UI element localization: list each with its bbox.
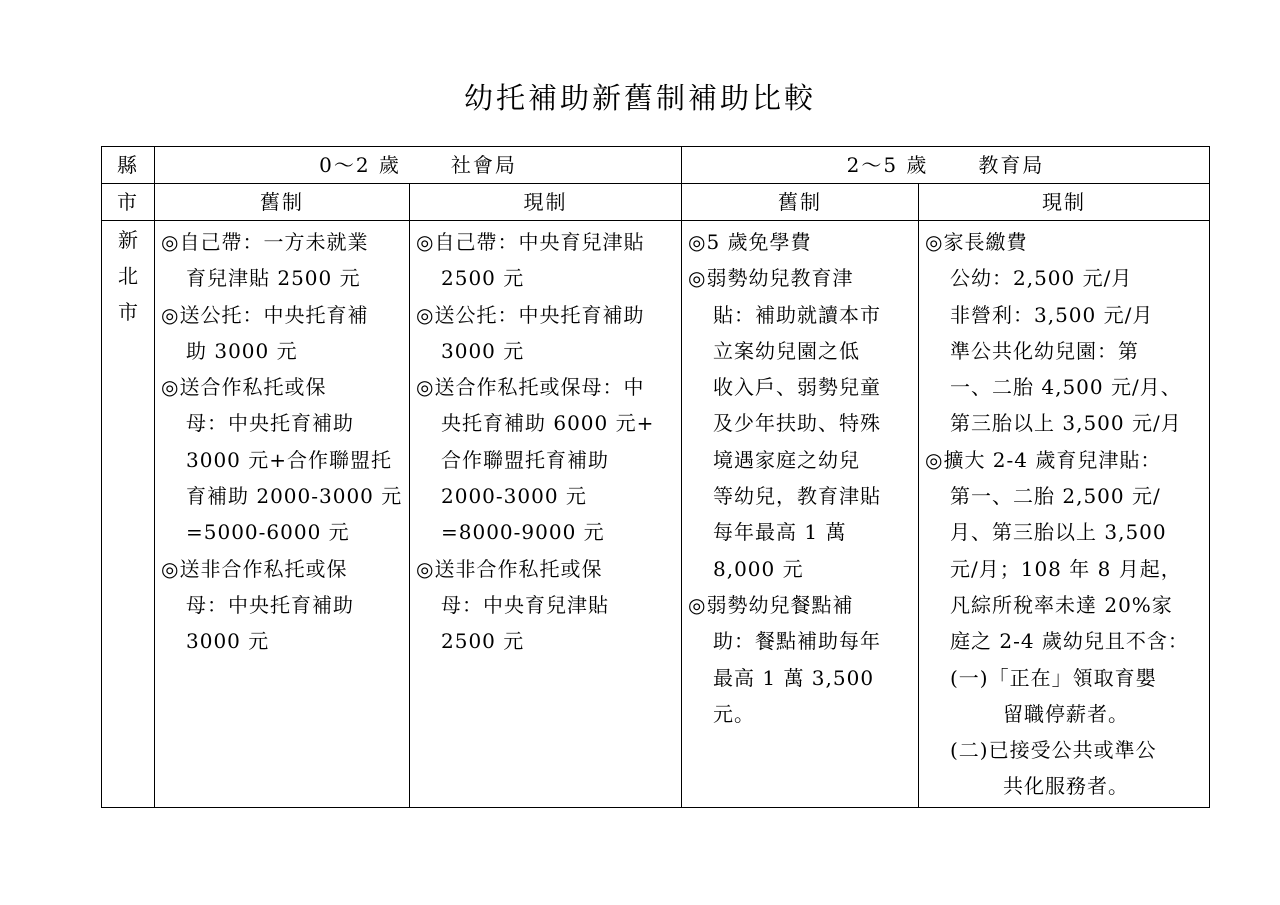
text-line: 最高 1 萬 3,500 (713, 665, 875, 690)
text-line: ◎送合作私托或保 (161, 375, 327, 400)
county-header-lower (102, 184, 155, 221)
text-line: (一)「正在」領取育嬰 (950, 665, 1157, 690)
text-line: 公幼：2,500 元/月 (950, 266, 1133, 291)
group-age-label: 2～5 歲 (846, 153, 929, 177)
old-system-header: 舊制 (682, 184, 919, 221)
text-line: 助 3000 元 (186, 338, 298, 363)
text-line: 準公共化幼兒園：第 (950, 338, 1139, 363)
cell-0-2-old (155, 221, 410, 808)
text-line: 貼：補助就讀本市 (713, 302, 881, 327)
county-char: 北 (118, 264, 138, 288)
text-line: ◎弱勢幼兒餐點補 (688, 592, 854, 617)
text-line: 育兒津貼 2500 元 (186, 266, 361, 291)
comparison-table (101, 146, 1210, 808)
text-line: ◎自己帶：中央育兒津貼 (416, 230, 645, 254)
county-header (102, 147, 155, 184)
text-line: 2000-3000 元 (441, 484, 587, 509)
text-line: 2500 元 (441, 629, 525, 654)
text-line: ◎弱勢幼兒教育津 (688, 266, 854, 291)
text-line: 助：餐點補助每年 (713, 629, 881, 654)
county-cell (102, 221, 155, 808)
text-line: ◎5 歲免學費 (688, 230, 812, 254)
text-line: 第一、二胎 2,500 元/ (950, 484, 1161, 509)
text-line: 一、二胎 4,500 元/月、 (950, 375, 1182, 400)
text-line: 合作聯盟托育補助 (441, 447, 609, 472)
old-system-header: 舊制 (155, 184, 410, 221)
text-line: ◎送非合作私托或保 (161, 556, 348, 581)
text-line: ◎自己帶：一方未就業 (161, 230, 369, 254)
text-line: 2500 元 (441, 266, 525, 291)
group-header-education (682, 147, 1210, 184)
cell-2-5-new (919, 221, 1210, 808)
county-char: 市 (118, 300, 138, 324)
text-line: =5000-6000 元 (186, 520, 350, 545)
text-line: ◎送公托：中央托育補助 (416, 302, 645, 327)
text-line: ◎送合作私托或保母：中 (416, 375, 645, 400)
text-line: 立案幼兒園之低 (713, 338, 860, 363)
new-system-header: 現制 (919, 184, 1210, 221)
text-line: 月、第三胎以上 3,500 (950, 520, 1167, 545)
text-line: 3000 元+合作聯盟托 (186, 447, 393, 472)
text-line: ◎送公托：中央托育補 (161, 302, 369, 327)
county-header-char: 縣 (117, 153, 139, 177)
text-line: 元/月；108 年 8 月起， (950, 556, 1182, 581)
text-line: 母：中央托育補助 (186, 592, 354, 617)
text-line: 庭之 2-4 歲幼兒且不含： (950, 629, 1189, 654)
text-line: 等幼兒，教育津貼 (713, 484, 881, 509)
group-agency-label: 社會局 (450, 153, 517, 177)
text-line: 育補助 2000-3000 元 (186, 484, 403, 509)
new-system-header: 現制 (410, 184, 682, 221)
text-line: 8,000 元 (713, 556, 804, 581)
text-line: (二)已接受公共或準公 (950, 738, 1157, 763)
group-age-label: 0～2 歲 (319, 153, 401, 177)
county-char: 新 (118, 228, 138, 252)
text-line: ◎送非合作私托或保 (416, 556, 603, 581)
text-line: 及少年扶助、特殊 (713, 411, 881, 436)
text-line: ◎擴大 2-4 歲育兒津貼： (925, 447, 1162, 472)
text-line: 留職停薪者。 (1003, 701, 1129, 726)
group-agency-label: 教育局 (978, 153, 1045, 177)
text-line: 共化服務者。 (1003, 774, 1129, 799)
text-line: 央托育補助 6000 元+ (441, 411, 655, 436)
text-line: 收入戶、弱勢兒童 (713, 375, 881, 400)
text-line: 每年最高 1 萬 (713, 520, 847, 545)
county-header-char: 市 (117, 190, 139, 214)
text-line: 非營利：3,500 元/月 (950, 302, 1154, 327)
text-line: 3000 元 (441, 338, 525, 363)
text-line: 境遇家庭之幼兒 (713, 447, 860, 472)
text-line: 母：中央育兒津貼 (441, 592, 609, 617)
header-row-groups (102, 147, 1210, 184)
text-line: 母：中央托育補助 (186, 411, 354, 436)
text-line: 凡綜所稅率未達 20%家 (950, 592, 1173, 617)
text-line: ◎家長繳費 (925, 230, 1028, 254)
text-line: 第三胎以上 3,500 元/月 (950, 411, 1182, 436)
document-title: 幼托補助新舊制補助比較 (463, 81, 816, 115)
text-line: 3000 元 (186, 629, 270, 654)
header-row-systems (102, 184, 1210, 221)
cell-0-2-new (410, 221, 682, 808)
text-line: =8000-9000 元 (441, 520, 605, 545)
cell-2-5-old (682, 221, 919, 808)
table-row (102, 221, 1210, 808)
text-line: 元。 (713, 701, 755, 726)
group-header-social (155, 147, 682, 184)
